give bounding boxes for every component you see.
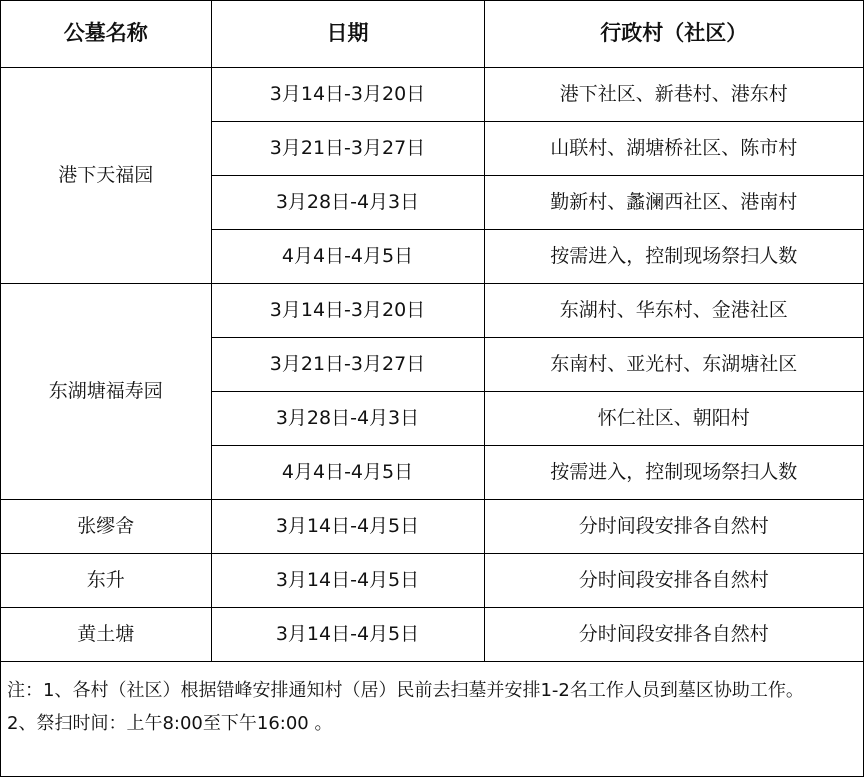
village-cell: 按需进入，控制现场祭扫人数	[484, 230, 863, 284]
village-cell: 分时间段安排各自然村	[484, 500, 863, 554]
table-row	[1, 284, 863, 338]
table-row	[1, 68, 863, 122]
date-cell: 3月21日-3月27日	[211, 122, 484, 176]
date-cell: 3月14日-4月5日	[211, 554, 484, 608]
village-cell: 勤新村、蠡澜西社区、港南村	[484, 176, 863, 230]
cemetery-name-cell: 东升	[1, 554, 211, 608]
cemetery-schedule-table	[1, 1, 863, 662]
table-row	[1, 608, 863, 662]
note-line-2: 2、祭扫时间：上午8:00至下午16:00 。	[7, 713, 333, 734]
date-cell: 3月28日-4月3日	[211, 176, 484, 230]
village-cell: 分时间段安排各自然村	[484, 608, 863, 662]
village-cell: 东南村、亚光村、东湖塘社区	[484, 338, 863, 392]
village-cell: 怀仁社区、朝阳村	[484, 392, 863, 446]
note-line-1: 注：1、各村（社区）根据错峰安排通知村（居）民前去扫墓并安排1-2名工作人员到墓区协助工作。	[7, 680, 804, 701]
date-cell: 3月14日-4月5日	[211, 608, 484, 662]
date-cell: 3月21日-3月27日	[211, 338, 484, 392]
date-cell: 4月4日-4月5日	[211, 446, 484, 500]
header-village: 行政村（社区）	[484, 1, 863, 68]
village-cell: 港下社区、新巷村、港东村	[484, 68, 863, 122]
date-cell: 4月4日-4月5日	[211, 230, 484, 284]
cemetery-name-cell: 港下天福园	[1, 68, 211, 284]
notes-section	[1, 664, 863, 740]
date-cell: 3月14日-3月20日	[211, 68, 484, 122]
table-row	[1, 500, 863, 554]
village-cell: 东湖村、华东村、金港社区	[484, 284, 863, 338]
village-cell: 山联村、湖塘桥社区、陈市村	[484, 122, 863, 176]
header-cemetery-name: 公墓名称	[1, 1, 211, 68]
cemetery-name-cell: 张缪舍	[1, 500, 211, 554]
header-row	[1, 1, 863, 68]
header-date: 日期	[211, 1, 484, 68]
date-cell: 3月14日-4月5日	[211, 500, 484, 554]
table-row	[1, 554, 863, 608]
cemetery-name-cell: 黄土塘	[1, 608, 211, 662]
village-cell: 分时间段安排各自然村	[484, 554, 863, 608]
date-cell: 3月28日-4月3日	[211, 392, 484, 446]
cemetery-name-cell: 东湖塘福寿园	[1, 284, 211, 500]
village-cell: 按需进入，控制现场祭扫人数	[484, 446, 863, 500]
date-cell: 3月14日-3月20日	[211, 284, 484, 338]
